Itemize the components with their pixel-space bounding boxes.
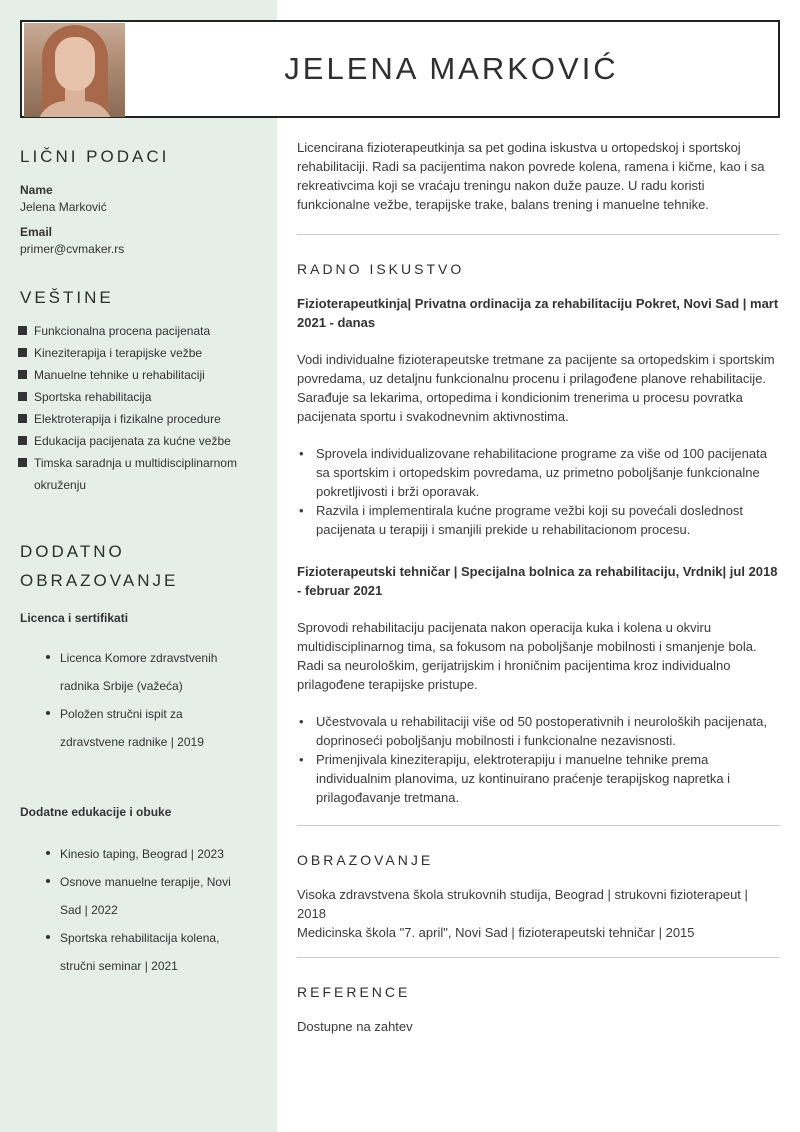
candidate-name: JELENA MARKOVIĆ bbox=[284, 51, 619, 86]
skill-item: Kineziterapija i terapijske vežbe bbox=[18, 342, 268, 364]
job-description: Sprovodi rehabilitaciju pacijenata nakon operacija kuka i kolena u okviru multidisciplinarnog tima, sa fokusom na poboljšanje mobilnosti i smanjenje bola. Radi sa neurološkim, gerijatrijskim i hroničnim pacijentima kroz individualno prilagođene terapijske pristupe. bbox=[297, 620, 757, 692]
name-value: Jelena Marković bbox=[20, 200, 107, 214]
skill-item: Elektroterapija i fizikalne procedure bbox=[18, 408, 268, 430]
trainings-list bbox=[46, 840, 246, 980]
divider bbox=[297, 825, 780, 826]
job-description: Vodi individualne fizioterapeutske tretmane za pacijente sa ortopedskim i sportskim povredama, uz detaljnu funkcionalnu procenu i prilagođene planove rehabilitacije. Sarađuje sa lekarima, ortopedima i kondicionim trenerima u procesu povratka pacijenata sportu i svakodnevnim aktivnostima. bbox=[297, 352, 775, 424]
job-entry bbox=[297, 562, 780, 807]
square-bullet-icon bbox=[18, 458, 27, 467]
achievement-item: • Primenjivala kineziterapiju, elektroterapiju i manuelne tehnike prema individualnim planovima, uz kontinuirano praćenje terapijskog napretka i prilagođavanje tretmana. bbox=[297, 750, 780, 807]
reference-text: Dostupne na zahtev bbox=[297, 1019, 413, 1034]
divider bbox=[297, 957, 780, 958]
skill-item: Edukacija pacijenata za kućne vežbe bbox=[18, 430, 268, 452]
licenses-list bbox=[46, 644, 246, 756]
extra-education-title-line2: OBRAZOVANJE bbox=[20, 571, 179, 590]
profile-photo bbox=[24, 23, 125, 117]
education-item: Medicinska škola "7. april", Novi Sad | fizioterapeutski tehničar | 2015 bbox=[297, 925, 695, 940]
skills-section-title: VEŠTINE bbox=[20, 288, 114, 307]
trainings-title: Dodatne edukacije i obuke bbox=[20, 805, 172, 819]
extra-education-title-line1: DODATNO bbox=[20, 542, 125, 561]
skill-item: Sportska rehabilitacija bbox=[18, 386, 268, 408]
achievement-item: • Učestvovala u rehabilitaciji više od 50 postoperativnih i neuroloških pacijenata, doprinoseći poboljšanju mobilnosti i funkcionalne nezavisnosti. bbox=[297, 712, 780, 750]
training-item: Osnove manuelne terapije, Novi Sad | 2022 bbox=[46, 868, 246, 924]
square-bullet-icon bbox=[18, 414, 27, 423]
personal-section-title: LIČNI PODACI bbox=[20, 147, 170, 166]
achievement-item: • Sprovela individualizovane rehabilitacione programe za više od 100 pacijenata sa sportskim i ortopedskim povredama, uz primetno poboljšanje funkcionalne pokretljivosti i brži oporavak. bbox=[297, 444, 780, 501]
square-bullet-icon bbox=[18, 348, 27, 357]
reference-section-title: REFERENCE bbox=[297, 984, 411, 1000]
education-list bbox=[297, 885, 780, 942]
square-bullet-icon bbox=[18, 436, 27, 445]
header bbox=[20, 20, 780, 118]
education-section-title: OBRAZOVANJE bbox=[297, 852, 434, 868]
email-value[interactable]: primer@cvmaker.rs bbox=[20, 242, 125, 256]
profile-summary: Licencirana fizioterapeutkinja sa pet godina iskustva u ortopedskoj i sportskoj rehabilitaciji. Radi sa pacijentima nakon povrede kolena, ramena i kičme, kao i sa rekreativcima koji se vraćaju treningu nakon duže pauze. U radu koristi funkcionalne vežbe, terapijske trake, balans trening i manuelne tehnike. bbox=[297, 140, 765, 212]
job-title: Fizioterapeutkinja| Privatna ordinacija za rehabilitaciju Pokret, Novi Sad | mart 2021 - danas bbox=[297, 296, 779, 330]
skill-item: Timska saradnja u multidisciplinarnom okruženju bbox=[18, 452, 268, 496]
job-title: Fizioterapeutski tehničar | Specijalna bolnica za rehabilitaciju, Vrdnik| jul 2018 - februar 2021 bbox=[297, 564, 778, 598]
training-item: Sportska rehabilitacija kolena, stručni seminar | 2021 bbox=[46, 924, 246, 980]
skill-item: Funkcionalna procena pacijenata bbox=[18, 320, 268, 342]
skill-item: Manuelne tehnike u rehabilitaciji bbox=[18, 364, 268, 386]
education-item: Visoka zdravstvena škola strukovnih studija, Beograd | strukovni fizioterapeut | 2018 bbox=[297, 887, 748, 921]
license-item: Položen stručni ispit za zdravstvene radnike | 2019 bbox=[46, 700, 246, 756]
square-bullet-icon bbox=[18, 326, 27, 335]
divider bbox=[297, 234, 780, 235]
email-label: Email bbox=[20, 225, 53, 239]
licenses-title: Licenca i sertifikati bbox=[20, 611, 129, 625]
name-label: Name bbox=[20, 183, 53, 197]
job-achievements bbox=[297, 712, 780, 807]
job-achievements bbox=[297, 444, 780, 539]
experience-section-title: RADNO ISKUSTVO bbox=[297, 261, 465, 277]
square-bullet-icon bbox=[18, 370, 27, 379]
job-entry bbox=[297, 294, 780, 539]
skills-list bbox=[18, 320, 268, 496]
training-item: Kinesio taping, Beograd | 2023 bbox=[46, 840, 246, 868]
square-bullet-icon bbox=[18, 392, 27, 401]
license-item: Licenca Komore zdravstvenih radnika Srbije (važeća) bbox=[46, 644, 246, 700]
achievement-item: • Razvila i implementirala kućne programe vežbi koji su povećali doslednost pacijenata u terapiji i smanjili prekide u rehabilitacionom procesu. bbox=[297, 501, 780, 539]
